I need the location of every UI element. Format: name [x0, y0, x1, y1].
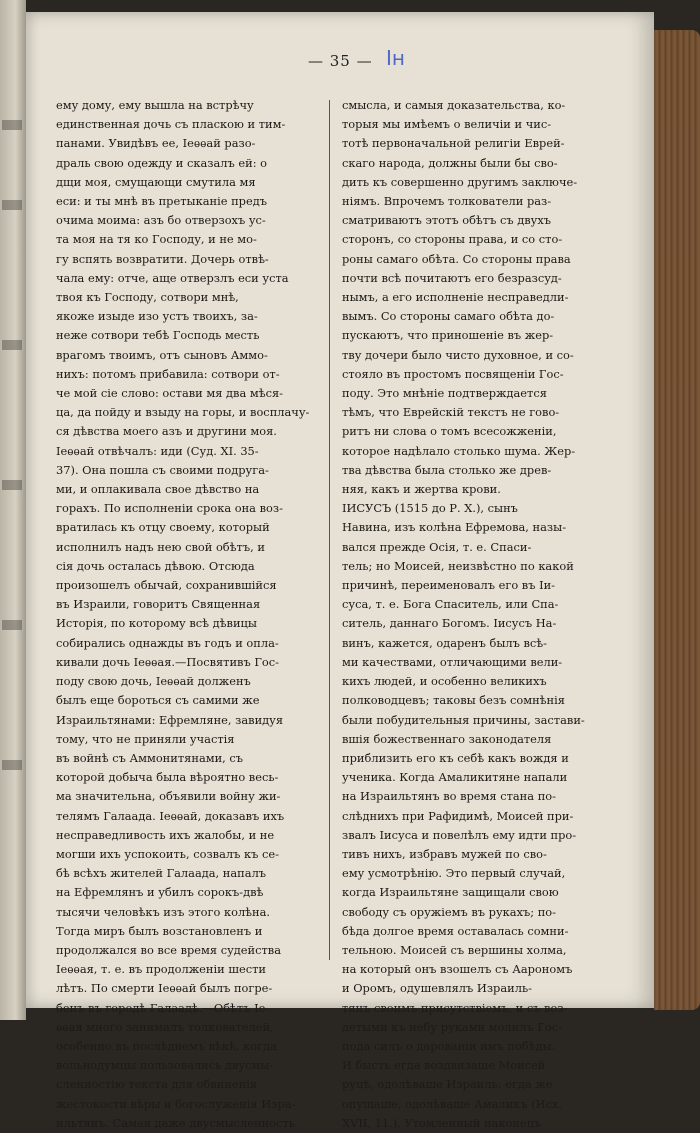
text-line: тельною. Моисей съ вершины холма, [342, 942, 567, 957]
text-line: тотѣ первоначальной религіи Еврей- [342, 136, 565, 151]
text-line: когда Израильтяне защищали свою [342, 885, 559, 900]
text-line: собирались однажды въ годъ и опла- [56, 635, 279, 650]
text-line: звалъ Іисуса и повелѣлъ ему идти про- [342, 827, 577, 842]
text-line: ся дѣвства моего азъ и другини моя. [56, 424, 277, 439]
right-text-column [342, 96, 608, 1133]
previous-page-edge [0, 0, 26, 1020]
book-edge [654, 30, 700, 1010]
text-line: очима моима: азъ бо отверзохъ ус- [56, 213, 266, 228]
text-line: вольнодумцы пользовались двусмы- [56, 1058, 274, 1073]
text-line: драль свою одежду и сказалъ ей: о [56, 155, 268, 170]
text-line: неже сотвори тебѣ Господь месть [56, 328, 260, 343]
text-line: еси: и ты мнѣ въ претыканіе предъ [56, 194, 267, 209]
text-line: ученика. Когда Амаликитяне напали [342, 770, 568, 785]
text-line: сленностію текста для обвиненія [56, 1077, 258, 1092]
text-line: XVII, 11.). Утомленный наконецъ [342, 1115, 542, 1130]
text-line: Тогда миръ былъ возстановленъ и [56, 923, 263, 938]
text-line: продолжался во все время судейства [56, 942, 282, 957]
text-line: на который онъ взошелъ съ Аарономъ [342, 962, 573, 977]
text-line: нымъ, а его исполненіе несправедли- [342, 290, 569, 305]
text-line: ильтянъ. Самая даже двусмысленность [56, 1115, 295, 1130]
text-line: ему усмотрѣнію. Это первый случай, [342, 866, 566, 881]
text-line: кивали дочь Іеѳѳая.—Посвятивъ Гос- [56, 654, 279, 669]
text-line: бѣда долгое время оставалась сомни- [342, 923, 569, 938]
text-line: сія дочь осталась дѣвою. Отсюда [56, 558, 255, 573]
book-page [26, 12, 654, 1130]
text-line: жестокости вѣры и богослуженія Изра- [56, 1096, 296, 1111]
text-line: телямъ Галаада. Іеѳѳай, доказавъ ихъ [56, 808, 285, 823]
text-line: вался прежде Осія, т. е. Спаси- [342, 539, 532, 554]
text-line: ніямъ. Впрочемъ толкователи раз- [342, 194, 552, 209]
text-line: ми, и оплакивала свое дѣвство на [56, 482, 260, 497]
text-line: на Израильтянъ во время стана по- [342, 789, 556, 804]
pencil-annotation: Ін [386, 46, 405, 70]
text-line: ма значительна, объявили войну жи- [56, 789, 281, 804]
column-divider [329, 100, 330, 960]
text-line: полководцевъ; таковы безъ сомнѣнія [342, 693, 565, 708]
text-line: лѣтъ. По смерти Іеѳѳай былъ погре- [56, 981, 273, 996]
text-line: Навина, изъ колѣна Ефремова, назы- [342, 520, 567, 535]
text-line: слѣднихъ при Рафидимѣ, Моисей при- [342, 808, 574, 823]
text-line: ему дому, ему вышла на встрѣчу [56, 98, 254, 112]
text-line: ситель, даннаго Богомъ. Іисусъ На- [342, 616, 557, 631]
text-line: на Ефремлянъ и убилъ сорокъ-двѣ [56, 885, 264, 900]
text-line: тва дѣвства была столько же древ- [342, 462, 552, 477]
text-line: могши ихъ успокоить, созвалъ къ се- [56, 846, 279, 861]
text-line: единственная дочь съ пласкою и тим- [56, 117, 286, 132]
text-line: тысячи человѣкъ изъ этого колѣна. [56, 904, 271, 919]
text-line: панами. Увидѣвъ ее, Іеѳѳай разо- [56, 136, 256, 151]
text-line: дщи моя, смущающи смутила мя [56, 174, 256, 189]
text-line: гу вспять возвратити. Дочерь отвѣ- [56, 251, 269, 266]
text-line: свободу съ оружіемъ въ рукахъ; по- [342, 904, 557, 919]
text-line: сторонъ, со стороны права, и со сто- [342, 232, 563, 247]
text-line: 37). Она пошла съ своими подруга- [56, 462, 269, 477]
text-line: дить къ совершенно другимъ заключе- [342, 174, 578, 189]
text-line: руцѣ, одолѣваше Израиль: егда же [342, 1077, 553, 1092]
text-line: горахъ. По исполненіи срока она воз- [56, 501, 283, 516]
text-line: тѣмъ, что Еврейскій текстъ не гово- [342, 405, 560, 420]
text-line: приблизить его къ себѣ какъ вождя и [342, 750, 569, 765]
text-line: исполнилъ надъ нею свой обѣтъ, и [56, 539, 265, 554]
text-line: бѣ всѣхъ жителей Галаада, напалъ [56, 866, 267, 881]
text-line: винъ, кажется, одаренъ былъ всѣ- [342, 635, 548, 650]
text-line: произошелъ обычай, сохранившійся [56, 578, 277, 593]
text-line: няя, какъ и жертва крови. [342, 482, 501, 497]
text-line: Исторія, по которому всѣ дѣвицы [56, 616, 257, 631]
text-line: тянъ своимъ присутствіемъ, и съ воз- [342, 1000, 568, 1015]
text-line: поду. Это мнѣніе подтверждается [342, 386, 547, 401]
text-line: почти всѣ почитаютъ его безразсуд- [342, 270, 562, 285]
text-line: якоже изыде изо устъ твоихъ, за- [56, 309, 258, 324]
text-line: сматриваютъ этотъ обѣтъ съ двухъ [342, 213, 552, 228]
text-line: Израильтянами: Ефремляне, завидуя [56, 712, 284, 727]
text-line: нихъ: потомъ прибавила: сотвори от- [56, 366, 280, 381]
text-line: ритъ ни слова о томъ всесожженіи, [342, 424, 557, 439]
text-line: суса, т. е. Бога Спаситель, или Спа- [342, 597, 559, 612]
text-line: твоя къ Господу, сотвори мнѣ, [56, 290, 239, 305]
text-line: пускаютъ, что приношеніе въ жер- [342, 328, 554, 343]
text-line: опущаше, одолѣваше Амаликъ (Исх. [342, 1096, 562, 1111]
text-line: стояло въ простомъ посвященіи Гос- [342, 366, 564, 381]
text-line: бенъ въ городѣ Галаадѣ.—Обѣтъ Іе- [56, 1000, 270, 1015]
left-text-column [56, 96, 322, 1133]
text-line: ца, да пойду и взыду на горы, и восплачу- [56, 405, 310, 420]
text-line: кихъ людей, и особенно великихъ [342, 674, 547, 689]
text-line: тому, что не приняли участія [56, 731, 235, 746]
text-line: причинѣ, переименовалъ его въ Іи- [342, 578, 556, 593]
text-line: были побудительныя причины, застави- [342, 712, 585, 727]
text-line: ѳѳая много занималъ толкователей, [56, 1019, 274, 1034]
text-line: тву дочери было чисто духовное, и со- [342, 347, 574, 362]
text-line: былъ еще бороться съ самими же [56, 693, 260, 708]
text-line: и Оромъ, одушевлялъ Израиль- [342, 981, 532, 996]
text-line: чала ему: отче, аще отверзлъ еси уста [56, 270, 289, 285]
text-line: ми качествами, отличающими вели- [342, 654, 563, 669]
text-line: тивъ нихъ, избравъ мужей по сво- [342, 846, 547, 861]
text-line: вымъ. Со стороны самаго обѣта до- [342, 309, 555, 324]
text-line: Іеѳѳай отвѣчалъ: иди (Суд. XI. 35- [56, 443, 259, 458]
text-line: вратилась къ отцу своему, который [56, 520, 270, 535]
page-number: — 35 — [308, 52, 373, 70]
text-line: вшія божественнаго законодателя [342, 731, 552, 746]
text-line: особенно въ послѣднемъ вѣкѣ, когда [56, 1038, 277, 1053]
text-line: роны самаго обѣта. Со стороны права [342, 251, 571, 266]
text-line: че мой сіе слово: остави мя два мѣся- [56, 386, 284, 401]
text-line: Іеѳѳая, т. е. въ продолженіи шести [56, 962, 266, 977]
text-line: которой добыча была вѣроятно весь- [56, 770, 279, 785]
text-line: поду свою дочь, Іеѳѳай долженъ [56, 674, 251, 689]
text-line: торыя мы имѣемъ о величіи и чис- [342, 117, 552, 132]
text-line: та моя на тя ко Господу, и не мо- [56, 232, 257, 247]
text-line: несправедливость ихъ жалобы, и не [56, 827, 275, 842]
text-line: въ войнѣ съ Аммонитянами, съ [56, 750, 244, 765]
text-line: пода силъ о дарованіи имъ побѣды. [342, 1038, 556, 1053]
text-line: смысла, и самыя доказательства, ко- [342, 98, 566, 112]
text-line: скаго народа, должны были бы сво- [342, 155, 558, 170]
text-line: И бысть егда воздвизаше Моисей [342, 1058, 546, 1073]
text-line: тель; но Моисей, неизвѣстно по какой [342, 558, 574, 573]
text-line: ІИСУСЪ (1515 до Р. Х.), сынъ [342, 501, 518, 516]
text-line: врагомъ твоимъ, отъ сыновъ Аммо- [56, 347, 268, 362]
text-line: которое надѣлало столько шума. Жер- [342, 443, 576, 458]
text-line: детыми къ небу руками молилъ Гос- [342, 1019, 562, 1034]
text-line: въ Израили, говоритъ Священная [56, 597, 261, 612]
